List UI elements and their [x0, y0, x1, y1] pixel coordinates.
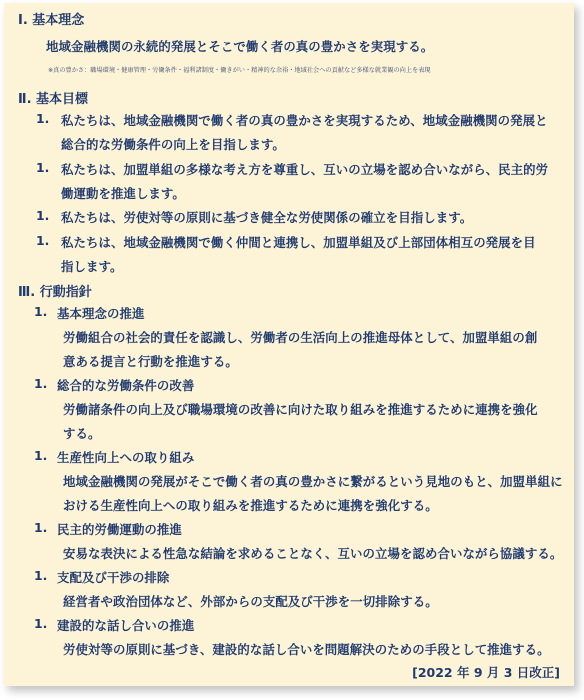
goal-4-number: 1. — [36, 233, 50, 248]
goal-2-line-2: 働運動を推進します。 — [61, 186, 185, 201]
goal-2-line-1: 私たちは、加盟単組の多様な考え方を尊重し、互いの立場を認め合いながら、民主的労 — [61, 162, 549, 177]
guideline-2-number: 1. — [34, 376, 48, 391]
guideline-1-line-2: 意ある提言と行動を推進する。 — [63, 354, 238, 369]
guideline-1-title: 基本理念の推進 — [57, 306, 145, 321]
guideline-6-title: 建設的な話し合いの推進 — [57, 618, 195, 633]
guideline-5-number: 1. — [34, 568, 48, 583]
goal-3-line-1: 私たちは、労使対等の原則に基づき健全な労使関係の確立を目指します。 — [61, 210, 473, 225]
goal-1-line-2: 総合的な労働条件の向上を目指します。 — [61, 137, 285, 152]
guideline-2-title: 総合的な労働条件の改善 — [57, 378, 195, 393]
goal-4-line-2: 指します。 — [61, 259, 123, 274]
guideline-2-line-1: 労働諸条件の向上及び職場環境の改善に向けた取り組みを推進するために連携を強化 — [63, 402, 538, 417]
goal-1-line-1: 私たちは、地域金融機関で働く者の真の豊かさを実現するため、地域金融機関の発展と — [61, 113, 548, 128]
guideline-2-line-2: する。 — [63, 426, 101, 441]
guideline-5-line-1: 経営者や政治団体など、外部からの支配及び干渉を一切排除する。 — [63, 594, 438, 609]
guideline-5-title: 支配及び干渉の排除 — [57, 570, 170, 585]
guideline-6-line-1: 労使対等の原則に基づき、建設的な話し合いを問題解決のための手段として推進する。 — [63, 642, 550, 657]
guideline-1-number: 1. — [34, 304, 48, 319]
guideline-4-number: 1. — [34, 520, 48, 535]
guideline-3-number: 1. — [34, 448, 48, 463]
guideline-1-line-1: 労働組合の社会的責任を認識し、労働者の生活向上の推進母体として、加盟単組の創 — [63, 330, 538, 345]
section-1-heading: Ⅰ. 基本理念 — [18, 13, 85, 28]
section-1-note: ※真の豊かさ：職場環境・健康管理・労働条件・福利諸制度・働きがい・精神的な余裕・地域社会への貢献など多様な就業観の向上を表現 — [48, 67, 431, 74]
guideline-4-line-1: 安易な表決による性急な結論を求めることなく、互いの立場を認め合いながら協議する。 — [63, 546, 563, 561]
revision-date: [2022 年 9 月 3 日改正] — [412, 665, 560, 680]
guideline-3-title: 生産性向上への取り組み — [57, 450, 195, 465]
guideline-3-line-1: 地域金融機関の発展がそこで働く者の真の豊かさに繋がるという見地のもと、加盟単組に — [63, 474, 563, 489]
goal-2-number: 1. — [36, 160, 50, 175]
guideline-6-number: 1. — [34, 616, 48, 631]
goal-1-number: 1. — [36, 111, 50, 126]
guideline-3-line-2: おける生産性向上への取り組みを推進するために連携を強化する。 — [63, 498, 438, 513]
goal-3-number: 1. — [36, 208, 50, 223]
section-1-text: 地域金融機関の永続的発展とそこで働く者の真の豊かさを実現する。 — [46, 39, 434, 54]
goal-4-line-1: 私たちは、地域金融機関で働く仲間と連携し、加盟単組及び上部団体相互の発展を目 — [61, 235, 536, 250]
charter-document — [4, 3, 574, 686]
section-2-heading: Ⅱ. 基本目標 — [18, 92, 89, 107]
section-3-heading: Ⅲ. 行動指針 — [18, 285, 92, 300]
guideline-4-title: 民主的労働運動の推進 — [57, 522, 182, 537]
